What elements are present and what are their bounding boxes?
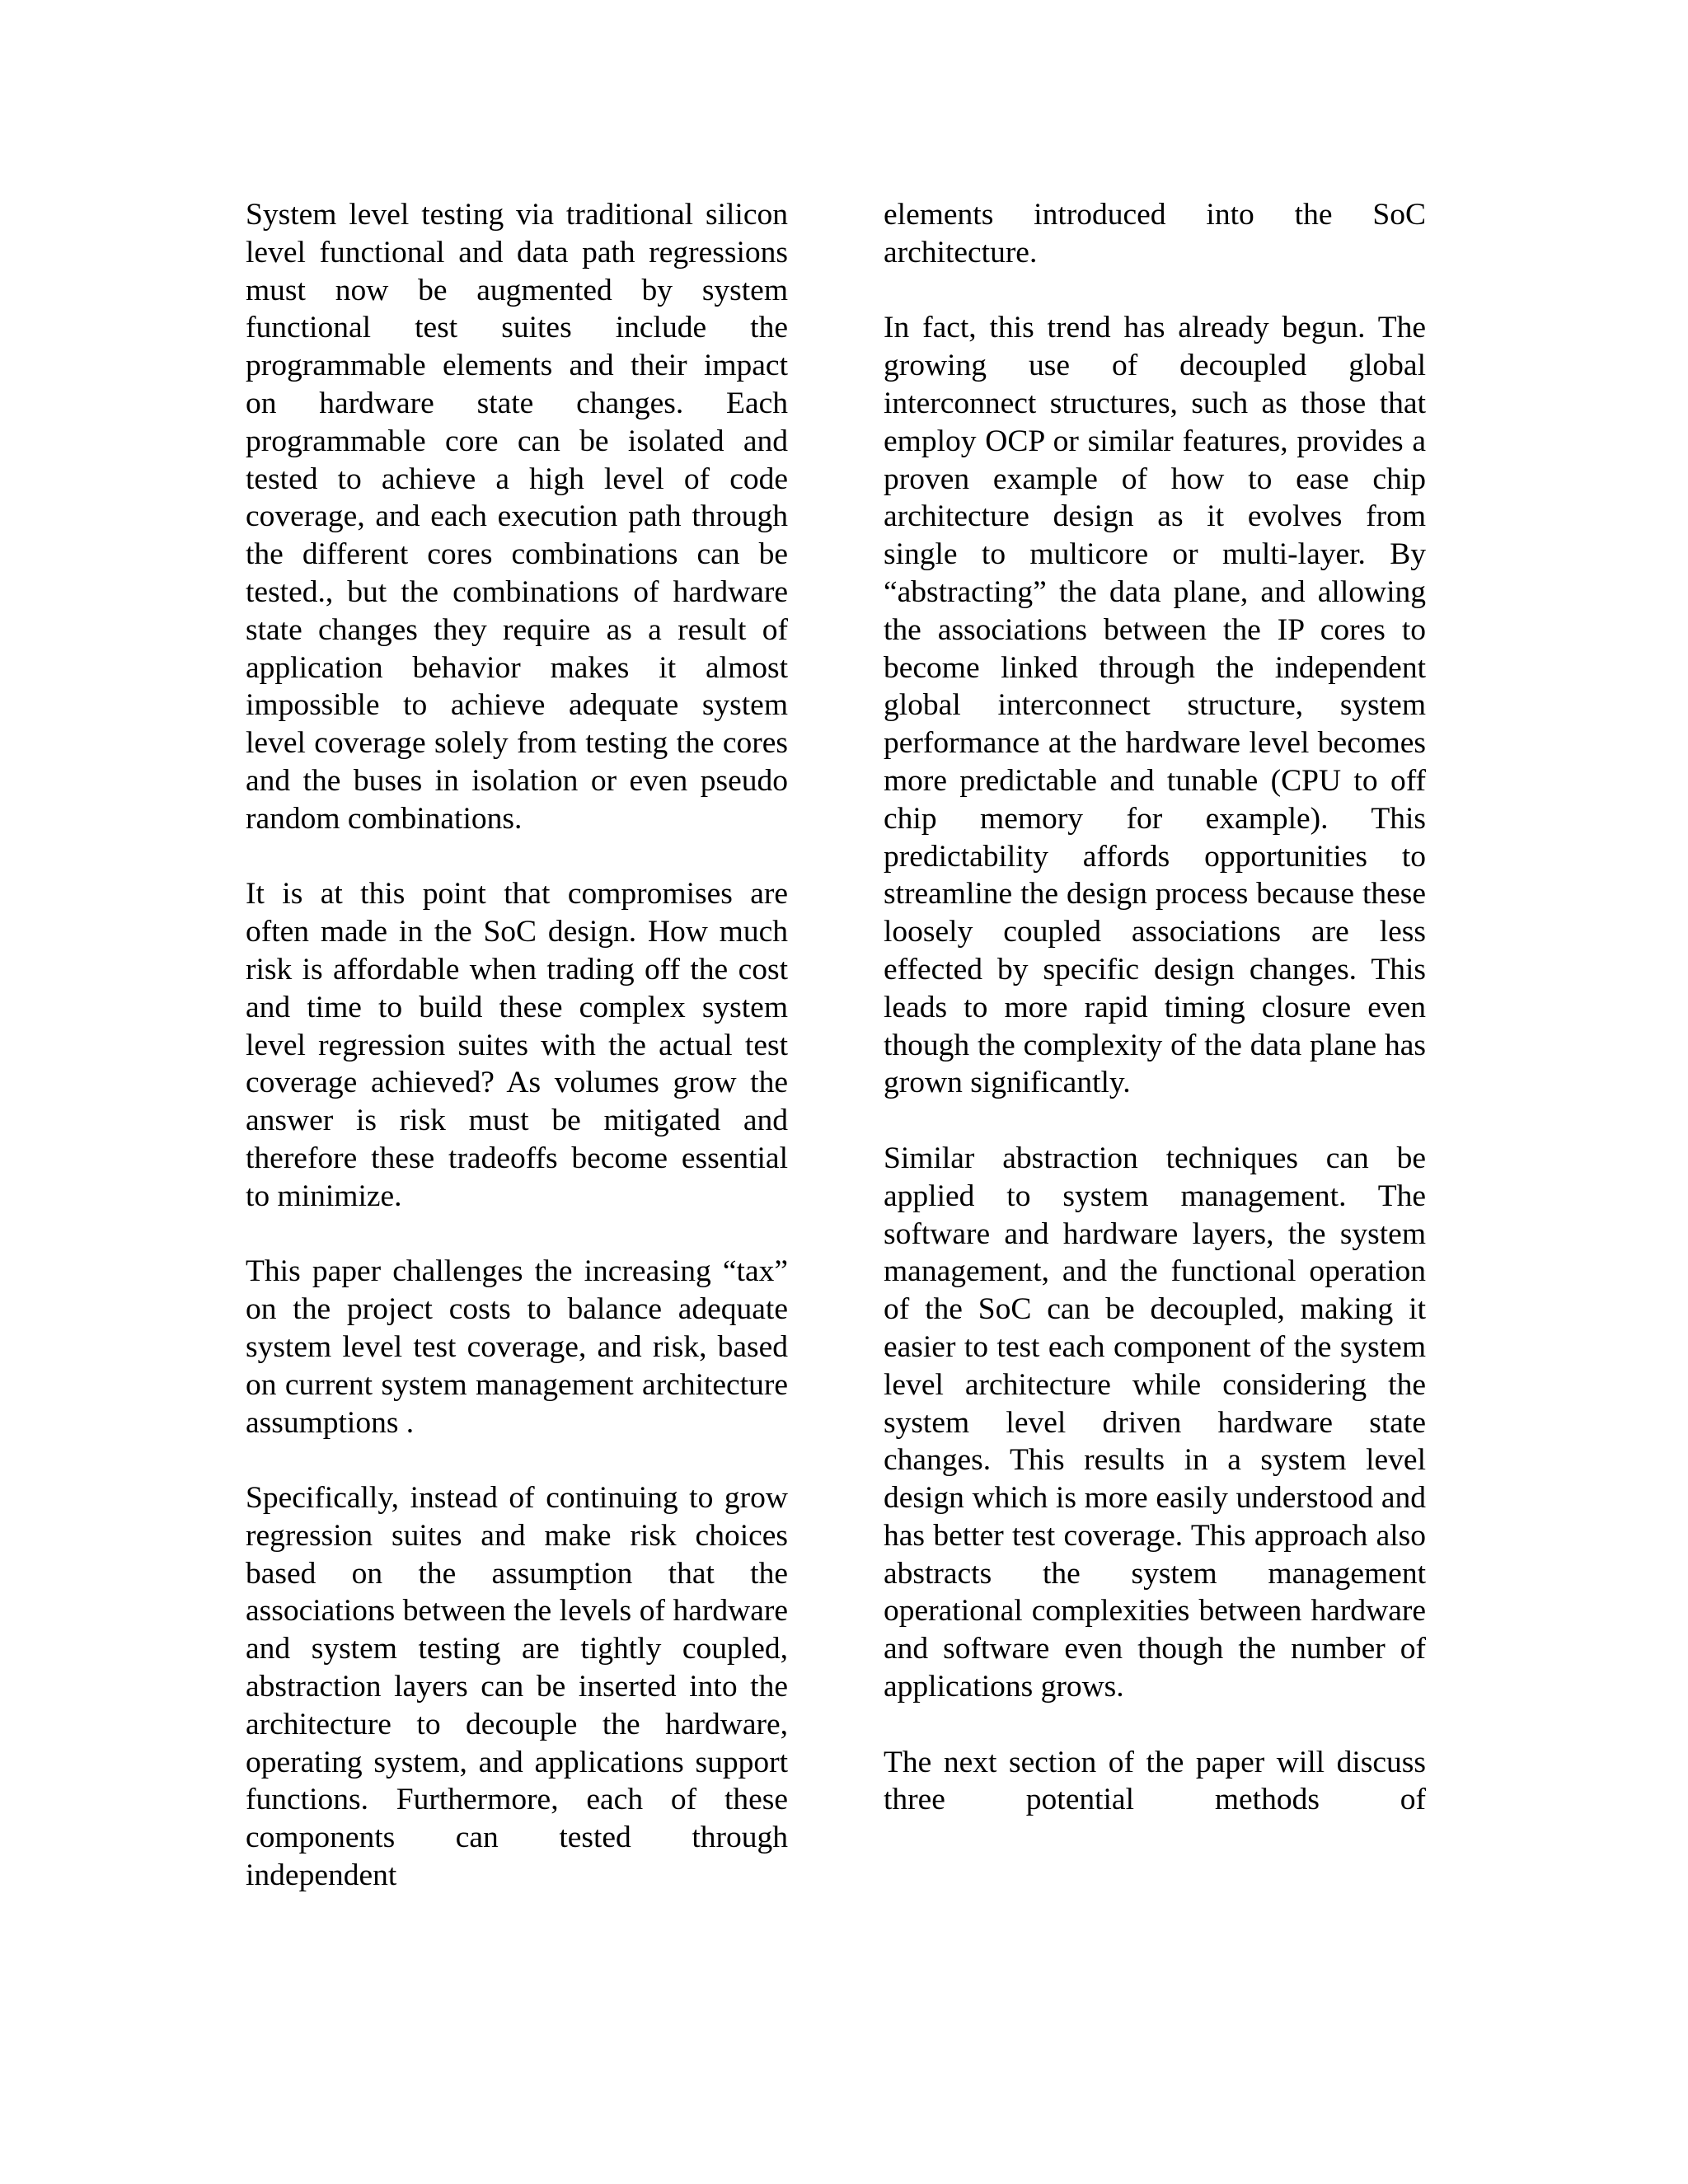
paragraph-compromises: It is at this point that compromises are often made in the SoC design. How much risk is affordable when trading off the cost and time to build these complex system level regression suites with the actual test coverage achieved? As volumes grow the answer is risk must be mitigated and therefore these tradeoffs become essential to minimize.	[246, 877, 788, 1213]
paragraph-paper-challenges: This paper challenges the increasing “tax” on the project costs to balance adequate system level test coverage, and risk, based on current system management architecture assumptions .	[246, 1254, 788, 1440]
paragraph-elements-introduced: elements introduced into the SoC architecture.	[884, 198, 1426, 269]
left-column	[246, 196, 788, 1895]
paragraph-trend-begun: In fact, this trend has already begun. The growing use of decoupled global interconnect structures, such as those that employ OCP or similar features, provides a proven example of how to ease chip architecture design as it evolves from single to multicore or multi-layer. By “abstracting” the data plane, and allowing the associations between the IP cores to become linked through the independent global interconnect structure, system performance at the hardware level becomes more predictable and tunable (CPU to off chip memory for example). This predictability affords opportunities to streamline the design process because these loosely coupled associations are less effected by specific design changes. This leads to more rapid timing closure even though the complexity of the data plane has grown significantly.	[884, 311, 1426, 1100]
paragraph-system-level-testing: System level testing via traditional silicon level functional and data path regressions must now be augmented by system functional test suites include the programmable elements and their impact on hardware state changes. Each programmable core can be isolated and tested to achieve a high level of code coverage, and each execution path through the different cores combinations can be tested., but the combinations of hardware state changes they require as a result of application behavior makes it almost impossible to achieve adequate system level coverage solely from testing the cores and the buses in isolation or even pseudo random combinations.	[246, 198, 788, 836]
paragraph-system-management: Similar abstraction techniques can be applied to system management. The software and hardware layers, the system management, and the functional operation of the SoC can be decoupled, making it easier to test each component of the system level architecture while considering the system level driven hardware state changes. This results in a system level design which is more easily understood and has better test coverage. This approach also abstracts the system management operational complexities between hardware and software even though the number of applications grows.	[884, 1141, 1426, 1704]
paragraph-next-section: The next section of the paper will discuss three potential methods of	[884, 1745, 1426, 1817]
right-column	[884, 196, 1426, 1819]
paragraph-specifically: Specifically, instead of continuing to grow regression suites and make risk choices based on the assumption that the associations between the levels of hardware and system testing are tightly coupled, abstraction layers can be inserted into the architecture to decouple the hardware, operating system, and applications support functions. Furthermore, each of these components can tested through independent	[246, 1481, 788, 1893]
